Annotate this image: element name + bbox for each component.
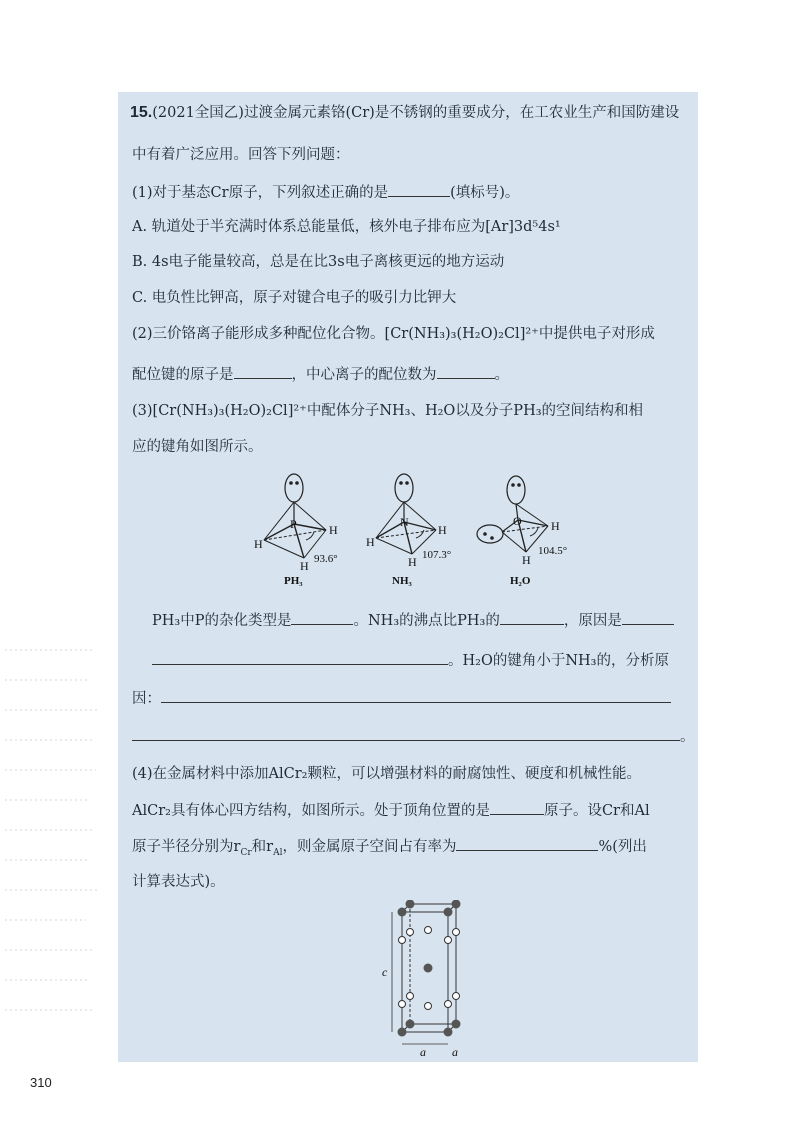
bond-angle-label: 104.5°	[538, 545, 568, 557]
a-axis-label: a	[420, 1045, 426, 1059]
center-atom-label: N	[400, 515, 409, 529]
molecule-name-label: NH₃	[392, 575, 412, 587]
answer-blank[interactable]	[388, 182, 450, 197]
part3-stem-cont: 应的键角如图所示。	[132, 439, 263, 455]
page-edge-noise	[0, 640, 105, 1060]
a-axis-label: a	[452, 1045, 458, 1059]
molecule-name-label: PH₃	[284, 575, 303, 587]
answer-blank[interactable]	[456, 836, 598, 851]
part2-stem: (2)三价铬离子能形成多种配位化合物。[Cr(NH₃)₃(H₂O)₂Cl]²⁺中提供电子对形成	[132, 326, 655, 342]
question-number: 15.	[130, 104, 153, 121]
part3-question-line3: 因：	[132, 688, 671, 709]
center-atom-label: O	[513, 514, 522, 528]
part4-stem: (4)在金属材料中添加AlCr₂颗粒，可以增强材料的耐腐蚀性、硬度和机械性能。	[132, 766, 641, 782]
answer-blank[interactable]	[291, 610, 353, 625]
part3-question-line2: 。H₂O的键角小于NH₃的，分析原	[152, 650, 669, 671]
lone-pair-orbital	[477, 525, 503, 543]
svg-text:H: H	[329, 523, 338, 537]
lone-pair-orbital	[395, 474, 413, 502]
svg-text:H: H	[438, 523, 447, 537]
answer-blank[interactable]	[437, 364, 495, 379]
lone-pair-orbital	[507, 476, 525, 504]
bond-angle-label: 93.6°	[314, 553, 338, 565]
option-c: C. 电负性比钾高，原子对键合电子的吸引力比钾大	[132, 290, 457, 306]
answer-blank[interactable]	[500, 610, 564, 625]
page-number: 310	[30, 1075, 52, 1090]
part3-question-line4: 。	[132, 726, 695, 747]
molecule-ph3	[254, 474, 338, 587]
part4-line3: 原子半径分别为$r_{Cr}$和$r_{Al}$，则金属原子空间占有率为 %(列出	[132, 836, 647, 863]
answer-blank[interactable]	[132, 726, 680, 741]
option-b: B. 4s电子能量较高，总是在比3s电子离核更远的地方运动	[132, 254, 505, 270]
part1-stem: (1)对于基态Cr原子，下列叙述正确的是 (填标号)。	[132, 182, 519, 203]
answer-blank[interactable]	[152, 650, 448, 665]
molecule-structures-figure	[240, 470, 600, 595]
answer-blank[interactable]	[161, 688, 671, 703]
answer-blank[interactable]	[234, 364, 292, 379]
part4-line4: 计算表达式)。	[132, 874, 225, 890]
bond-angle-label: 107.3°	[422, 549, 452, 561]
molecule-nh3	[366, 474, 451, 587]
question-header-cont: 中有着广泛应用。回答下列问题：	[132, 147, 350, 163]
svg-text:H: H	[254, 537, 263, 551]
center-atom-label: P	[290, 517, 297, 531]
svg-text:H: H	[366, 535, 375, 549]
lone-pair-orbital	[285, 474, 303, 502]
svg-text:H: H	[408, 555, 417, 569]
part4-line2: AlCr₂具有体心四方结构，如图所示。处于顶角位置的是 原子。设Cr和Al	[132, 800, 650, 821]
c-axis-label: c	[382, 965, 388, 979]
part2-blanks: 配位键的原子是 ，中心离子的配位数为 。	[132, 364, 509, 385]
svg-text:H: H	[522, 553, 531, 567]
question-header: 15.(2021全国乙)过渡金属元素铬(Cr)是不锈钢的重要成分，在工农业生产和国防建设	[130, 104, 680, 121]
option-a: A. 轨道处于半充满时体系总能量低，核外电子排布应为[Ar]3d⁵4s¹	[132, 219, 561, 235]
part3-question-line1: PH₃中P的杂化类型是 。NH₃的沸点比PH₃的 ，原因是	[152, 610, 674, 631]
answer-blank[interactable]	[490, 800, 544, 815]
alcr2-unit-cell-figure	[370, 900, 470, 1060]
svg-text:H: H	[300, 559, 309, 573]
molecule-name-label: H₂O	[510, 575, 531, 587]
svg-text:H: H	[551, 519, 560, 533]
part3-stem: (3)[Cr(NH₃)₃(H₂O)₂Cl]²⁺中配体分子NH₃、H₂O以及分子PH₃的空间结构和相	[132, 403, 644, 419]
molecule-h2o	[477, 476, 567, 587]
answer-blank[interactable]	[622, 610, 674, 625]
